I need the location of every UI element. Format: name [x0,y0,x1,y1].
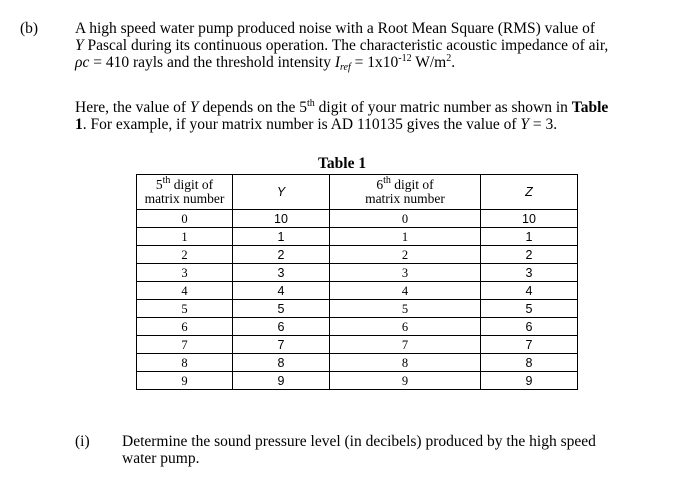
cell-y: 9 [233,372,330,390]
table-row [137,336,578,354]
cell-5th-digit: 4 [137,282,233,300]
cell-z: 1 [481,228,578,246]
instruction-paragraph [75,99,608,133]
cell-y: 10 [233,210,330,228]
table-row [137,228,578,246]
cell-z: 2 [481,246,578,264]
cell-z: 10 [481,210,578,228]
cell-z: 6 [481,318,578,336]
table-row [137,300,578,318]
cell-5th-digit: 9 [137,372,233,390]
cell-y: 1 [233,228,330,246]
table-row [137,282,578,300]
cell-6th-digit: 6 [330,318,481,336]
cell-5th-digit: 6 [137,318,233,336]
table-row [137,354,578,372]
intro-paragraph [75,20,608,71]
question-text [122,433,596,467]
cell-6th-digit: 2 [330,246,481,264]
intro-line-1: A high speed water pump produced noise with a Root Mean Square (RMS) value of [75,20,596,37]
cell-y: 5 [233,300,330,318]
cell-5th-digit: 0 [137,210,233,228]
cell-z: 9 [481,372,578,390]
cell-6th-digit: 7 [330,336,481,354]
cell-6th-digit: 8 [330,354,481,372]
cell-6th-digit: 0 [330,210,481,228]
table-row [137,318,578,336]
intro-line-2: Y Pascal during its continuous operation. The characteristic acoustic impedance of air, [75,37,609,54]
cell-z: 7 [481,336,578,354]
cell-y: 7 [233,336,330,354]
question-line-2: water pump. [122,450,200,467]
table-row [137,372,578,390]
cell-y: 4 [233,282,330,300]
instruction-line-1: Here, the value of Y depends on the 5th digit of your matric number as shown in Table [75,98,609,116]
cell-5th-digit: 5 [137,300,233,318]
cell-5th-digit: 2 [137,246,233,264]
header-z: Z [481,175,578,210]
table-row [137,246,578,264]
cell-5th-digit: 7 [137,336,233,354]
cell-y: 6 [233,318,330,336]
cell-5th-digit: 3 [137,264,233,282]
question-label: (i) [75,433,90,450]
header-5th-digit: 5th digit of matrix number [137,175,233,210]
cell-z: 5 [481,300,578,318]
table-caption: Table 1 [318,155,367,172]
cell-z: 4 [481,282,578,300]
cell-5th-digit: 8 [137,354,233,372]
intro-line-3: ρc = 410 rayls and the threshold intensity $I_{ref} = 1x10^{-12}$ $W/m^2$. [75,53,456,73]
cell-y: 8 [233,354,330,372]
cell-5th-digit: 1 [137,228,233,246]
table-row [137,264,578,282]
cell-6th-digit: 4 [330,282,481,300]
part-label: (b) [20,20,39,37]
table-row [137,210,578,228]
cell-6th-digit: 5 [330,300,481,318]
cell-y: 3 [233,264,330,282]
cell-y: 2 [233,246,330,264]
header-6th-digit: 6th digit of matrix number [330,175,481,210]
cell-z: 8 [481,354,578,372]
digit-table [136,174,578,390]
header-y: Y [233,175,330,210]
table-header-row [137,175,578,210]
cell-6th-digit: 1 [330,228,481,246]
cell-6th-digit: 9 [330,372,481,390]
instruction-line-2: 1. For example, if your matrix number is AD 110135 gives the value of Y = 3. [75,116,558,133]
cell-z: 3 [481,264,578,282]
question-line-1: Determine the sound pressure level (in decibels) produced by the high speed [122,433,596,450]
cell-6th-digit: 3 [330,264,481,282]
